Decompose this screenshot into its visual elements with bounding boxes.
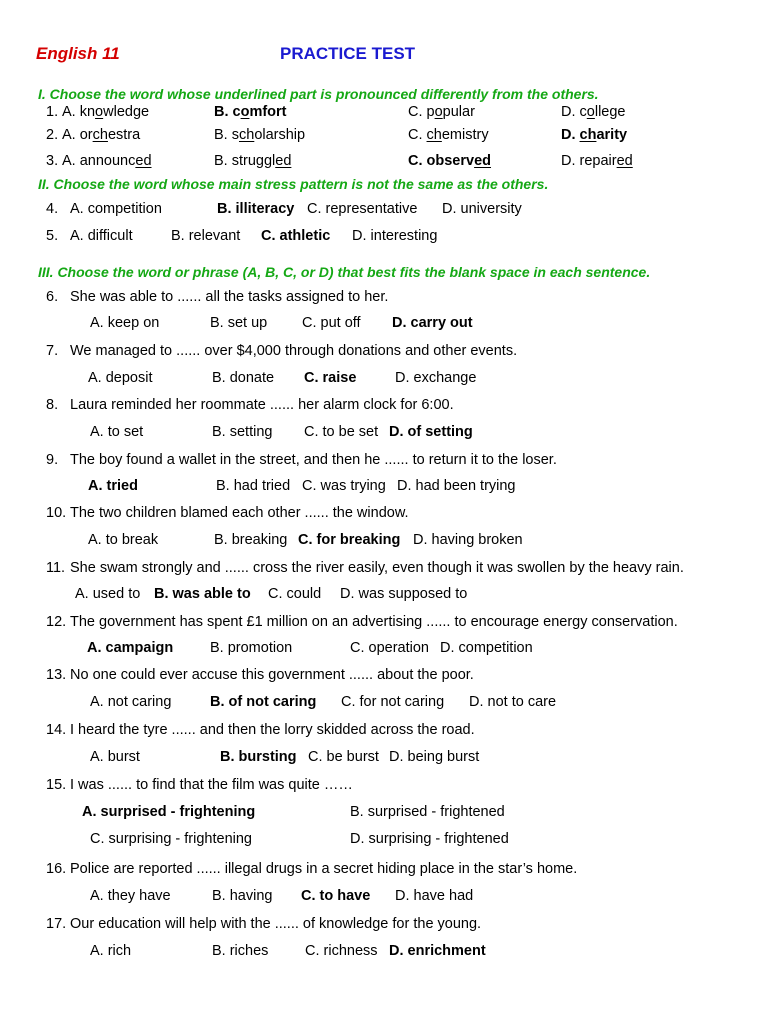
option-a: A. rich: [90, 943, 132, 959]
option-c: C. representative: [307, 201, 418, 217]
option-d: D. competition: [440, 640, 533, 656]
option-d: D. exchange: [395, 370, 477, 386]
option-a: A. orchestra: [62, 127, 141, 143]
section-3-heading: III. Choose the word or phrase (A, B, C, or D) that best fits the blank space in each sentence.: [38, 264, 651, 280]
question-number: 14.: [46, 722, 67, 738]
option-a: A. knowledge: [62, 104, 150, 120]
option-b: B. comfort: [214, 104, 287, 120]
question-text: She was able to ...... all the tasks assigned to her.: [70, 289, 389, 305]
option-a: A. to break: [88, 532, 159, 548]
option-a: A. announced: [62, 153, 152, 169]
option-a: A. keep on: [90, 315, 160, 331]
question-text: Our education will help with the ...... of knowledge for the young.: [70, 916, 482, 932]
option-b: B. breaking: [214, 532, 288, 548]
option-c: C. observed: [408, 153, 492, 169]
question-text: The government has spent £1 million on an advertising ...... to encourage energy conservation.: [70, 614, 678, 630]
question-number: 12.: [46, 614, 67, 630]
options-row: [0, 370, 768, 390]
question-number: 4.: [46, 201, 59, 217]
options-row: [0, 640, 768, 660]
question-text: Police are reported ...... illegal drugs in a secret hiding place in the star’s home.: [70, 861, 578, 877]
option-b: B. set up: [210, 315, 268, 331]
option-a: A. not caring: [90, 694, 172, 710]
option-c: C. to be set: [304, 424, 379, 440]
question-number: 13.: [46, 667, 67, 683]
question-text: Laura reminded her roommate ...... her alarm clock for 6:00.: [70, 397, 454, 413]
question-text: No one could ever accuse this government ...... about the poor.: [70, 667, 474, 683]
options-row: [0, 586, 768, 606]
question-text: We managed to ...... over $4,000 through donations and other events.: [70, 343, 518, 359]
option-d: D. enrichment: [389, 943, 486, 959]
option-c: C. put off: [302, 315, 361, 331]
option-d: D. surprising - frightened: [350, 831, 509, 847]
options-row: [0, 532, 768, 552]
option-d: D. of setting: [389, 424, 473, 440]
question-number: 16.: [46, 861, 67, 877]
option-b: B. had tried: [216, 478, 291, 494]
question-row: [0, 201, 768, 221]
options-row: [0, 888, 768, 908]
option-b: B. was able to: [154, 586, 251, 602]
option-a: A. burst: [90, 749, 140, 765]
option-b: B. donate: [212, 370, 275, 386]
question-number: 15.: [46, 777, 67, 793]
section-2-heading: II. Choose the word whose main stress pattern is not the same as the others.: [38, 176, 549, 192]
question-number: 11.: [46, 560, 66, 576]
question-number: 8.: [46, 397, 59, 413]
option-c: C. athletic: [261, 228, 331, 244]
option-c: C. be burst: [308, 749, 379, 765]
options-row: [0, 694, 768, 714]
option-d: D. college: [561, 104, 626, 120]
section-1-heading: I. Choose the word whose underlined part is pronounced differently from the others.: [38, 86, 599, 102]
options-row: [0, 804, 768, 851]
question-number: 7.: [46, 343, 59, 359]
option-a: A. surprised - frightening: [82, 804, 256, 820]
options-row: [0, 424, 768, 444]
option-b: B. surprised - frightened: [350, 804, 505, 820]
question-number: 1.: [46, 104, 59, 120]
option-d: D. university: [442, 201, 522, 217]
option-d: D. had been trying: [397, 478, 516, 494]
option-a: A. they have: [90, 888, 171, 904]
question-row: [0, 153, 768, 173]
option-c: C. operation: [350, 640, 429, 656]
option-d: D. being burst: [389, 749, 480, 765]
option-a: A. competition: [70, 201, 162, 217]
question-text: I was ...... to find that the film was quite ……: [70, 777, 353, 793]
option-b: B. of not caring: [210, 694, 317, 710]
option-c: C. was trying: [302, 478, 386, 494]
option-c: C. for not caring: [341, 694, 445, 710]
options-row: [0, 943, 768, 963]
option-b: B. illiteracy: [217, 201, 295, 217]
question-row: [0, 228, 768, 248]
option-d: D. carry out: [392, 315, 473, 331]
option-c: C. raise: [304, 370, 357, 386]
question-text: The two children blamed each other ...... the window.: [70, 505, 409, 521]
question-row: [0, 104, 768, 124]
option-b: B. promotion: [210, 640, 293, 656]
subject-label: English 11: [36, 44, 120, 63]
question-number: 10.: [46, 505, 67, 521]
option-d: D. charity: [561, 127, 628, 143]
question-number: 5.: [46, 228, 59, 244]
option-c: C. for breaking: [298, 532, 401, 548]
option-c: C. richness: [305, 943, 378, 959]
option-a: A. to set: [90, 424, 144, 440]
option-a: A. campaign: [87, 640, 174, 656]
option-b: B. relevant: [171, 228, 241, 244]
question-row: [0, 127, 768, 147]
option-b: B. bursting: [220, 749, 297, 765]
option-c: C. chemistry: [408, 127, 489, 143]
option-b: B. struggled: [214, 153, 292, 169]
option-b: B. scholarship: [214, 127, 306, 143]
option-c: C. could: [268, 586, 322, 602]
option-b: B. setting: [212, 424, 273, 440]
option-d: D. interesting: [352, 228, 438, 244]
option-d: D. repaired: [561, 153, 633, 169]
option-a: A. used to: [75, 586, 141, 602]
question-number: 17.: [46, 916, 67, 932]
option-c: C. surprising - frightening: [90, 831, 252, 847]
option-d: D. not to care: [469, 694, 557, 710]
option-d: D. having broken: [413, 532, 523, 548]
option-d: D. was supposed to: [340, 586, 468, 602]
question-number: 6.: [46, 289, 59, 305]
options-row: [0, 749, 768, 769]
options-row: [0, 478, 768, 498]
option-a: A. deposit: [88, 370, 153, 386]
option-a: A. tried: [88, 478, 138, 494]
option-a: A. difficult: [70, 228, 133, 244]
question-number: 3.: [46, 153, 59, 169]
question-number: 2.: [46, 127, 59, 143]
question-text: She swam strongly and ...... cross the river easily, even though it was swollen by the heavy rain.: [70, 560, 684, 576]
question-text: I heard the tyre ...... and then the lorry skidded across the road.: [70, 722, 475, 738]
option-b: B. having: [212, 888, 273, 904]
question-number: 9.: [46, 452, 59, 468]
option-b: B. riches: [212, 943, 269, 959]
page-title: PRACTICE TEST: [280, 44, 416, 63]
option-d: D. have had: [395, 888, 474, 904]
question-text: The boy found a wallet in the street, and then he ...... to return it to the loser.: [70, 452, 557, 468]
option-c: C. popular: [408, 104, 475, 120]
options-row: [0, 315, 768, 335]
option-c: C. to have: [301, 888, 371, 904]
